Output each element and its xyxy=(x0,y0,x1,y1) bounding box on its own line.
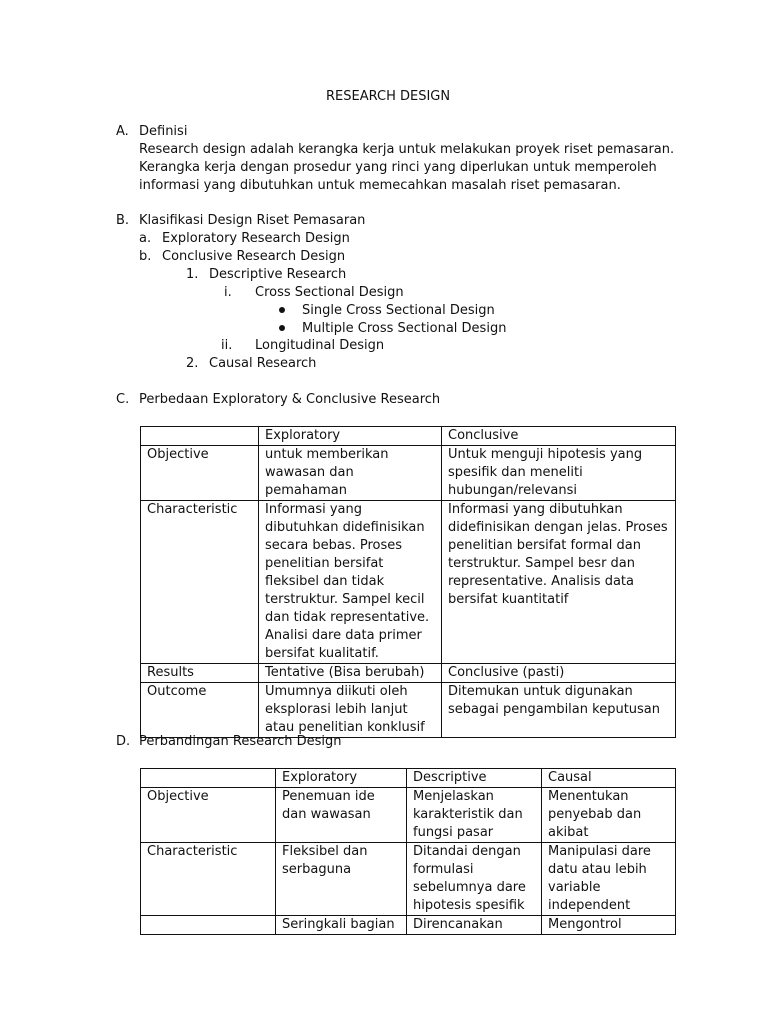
table-row xyxy=(141,446,676,501)
table-row xyxy=(141,843,676,916)
list-marker-1: 1. xyxy=(186,267,199,282)
table-cell: Conclusive (pasti) xyxy=(442,664,676,683)
table-row xyxy=(141,916,676,935)
table-cell: Exploratory xyxy=(276,769,407,788)
table-header-row xyxy=(141,769,676,788)
section-b-marker: B. xyxy=(116,213,130,228)
table-cell: Menentukan penyebab dan akibat xyxy=(542,788,676,843)
page-title: RESEARCH DESIGN xyxy=(326,89,451,104)
list-item-conclusive: Conclusive Research Design xyxy=(162,249,346,264)
table-cell: Outcome xyxy=(141,683,259,738)
section-a-heading: Definisi xyxy=(139,124,188,139)
table-cell xyxy=(141,769,276,788)
section-a-line-1: Research design adalah kerangka kerja untuk melakukan proyek riset pemasaran. xyxy=(139,142,675,157)
list-marker-b: b. xyxy=(139,249,152,264)
table-row xyxy=(141,788,676,843)
table-cell: Conclusive xyxy=(442,427,676,446)
bullet-icon xyxy=(279,307,285,313)
comparison-table-c xyxy=(140,426,676,738)
section-a-line-2: Kerangka kerja dengan prosedur yang rinci yang diperlukan untuk memperoleh xyxy=(139,160,657,175)
table-row xyxy=(141,683,676,738)
list-item-descriptive: Descriptive Research xyxy=(209,267,347,282)
table-cell xyxy=(141,916,276,935)
comparison-table-d xyxy=(140,768,676,935)
table-cell: Manipulasi dare datu atau lebih variable independent xyxy=(542,843,676,916)
table-cell: Umumnya diikuti oleh eksplorasi lebih lanjut atau penelitian konklusif xyxy=(259,683,442,738)
table-row xyxy=(141,501,676,664)
table-cell: Informasi yang dibutuhkan didefinisikan dengan jelas. Proses penelitian bersifat formal dan terstruktur. Sampel besr dan representative. Analisis data bersifat kuantitatif xyxy=(442,501,676,664)
table-cell: Causal xyxy=(542,769,676,788)
list-marker-a: a. xyxy=(139,231,152,246)
section-d-heading: Perbandingan Research Design xyxy=(139,734,342,749)
section-a-marker: A. xyxy=(116,124,129,139)
table-cell: Informasi yang dibutuhkan didefinisikan secara bebas. Proses penelitian bersifat fleksibel dan tidak terstruktur. Sampel kecil dan tidak representative. Analisi dare data primer bersifat kualitatif. xyxy=(259,501,442,664)
list-item-causal: Causal Research xyxy=(209,356,317,371)
table-cell: Results xyxy=(141,664,259,683)
section-c-marker: C. xyxy=(116,392,130,407)
bullet-icon xyxy=(279,325,285,331)
table-cell: Characteristic xyxy=(141,843,276,916)
table-cell: Ditemukan untuk digunakan sebagai pengambilan keputusan xyxy=(442,683,676,738)
table-cell: Menjelaskan karakteristik dan fungsi pasar xyxy=(407,788,542,843)
list-item-single-cross: Single Cross Sectional Design xyxy=(302,303,495,318)
table-cell xyxy=(141,427,259,446)
list-marker-2: 2. xyxy=(186,356,199,371)
table-cell: Objective xyxy=(141,446,259,501)
list-item-exploratory: Exploratory Research Design xyxy=(162,231,350,246)
table-cell: Characteristic xyxy=(141,501,259,664)
list-marker-ii: ii. xyxy=(221,338,233,353)
section-d-marker: D. xyxy=(116,734,131,749)
list-item-longitudinal: Longitudinal Design xyxy=(255,338,385,353)
table-cell: Tentative (Bisa berubah) xyxy=(259,664,442,683)
table-cell: Direncanakan xyxy=(407,916,542,935)
table-cell: Exploratory xyxy=(259,427,442,446)
table-cell: Mengontrol xyxy=(542,916,676,935)
table-row xyxy=(141,664,676,683)
section-b-heading: Klasifikasi Design Riset Pemasaran xyxy=(139,213,366,228)
list-item-multiple-cross: Multiple Cross Sectional Design xyxy=(302,321,507,336)
table-cell: untuk memberikan wawasan dan pemahaman xyxy=(259,446,442,501)
table-cell: Descriptive xyxy=(407,769,542,788)
section-a-line-3: informasi yang dibutuhkan untuk memecahkan masalah riset pemasaran. xyxy=(139,178,621,193)
list-item-cross-sectional: Cross Sectional Design xyxy=(255,285,404,300)
section-c-heading: Perbedaan Exploratory & Conclusive Research xyxy=(139,392,441,407)
table-cell: Objective xyxy=(141,788,276,843)
table-cell: Penemuan ide dan wawasan xyxy=(276,788,407,843)
table-cell: Untuk menguji hipotesis yang spesifik dan meneliti hubungan/relevansi xyxy=(442,446,676,501)
table-cell: Ditandai dengan formulasi sebelumnya dare hipotesis spesifik xyxy=(407,843,542,916)
table-cell: Seringkali bagian xyxy=(276,916,407,935)
list-marker-i: i. xyxy=(224,285,232,300)
table-cell: Fleksibel dan serbaguna xyxy=(276,843,407,916)
table-header-row xyxy=(141,427,676,446)
